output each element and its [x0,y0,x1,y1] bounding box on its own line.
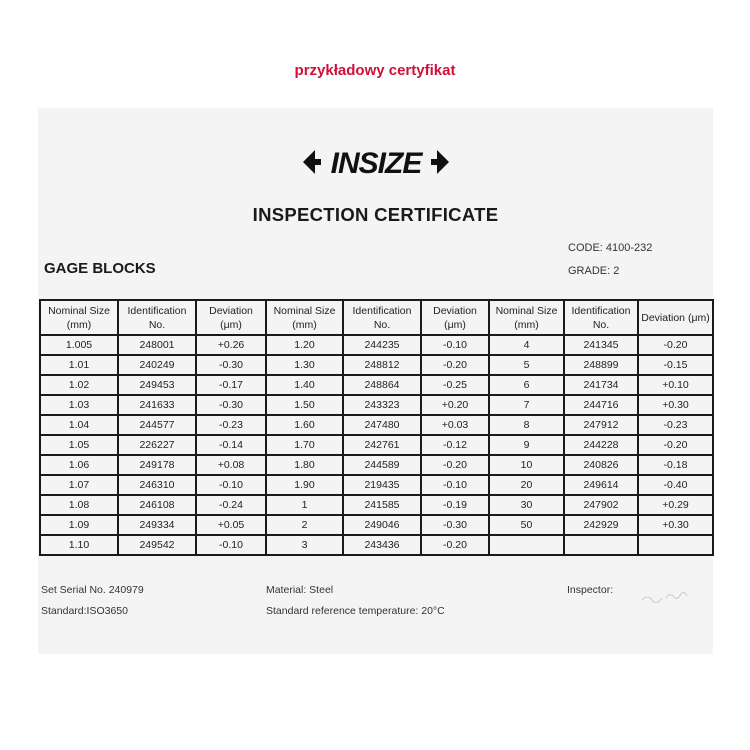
table-row [40,455,713,475]
table-cell: -0.24 [196,495,266,515]
table-cell: 1.30 [266,355,343,375]
table-cell: 1.70 [266,435,343,455]
table-cell: -0.25 [421,375,489,395]
table-cell: 1 [266,495,343,515]
table-cell: -0.19 [421,495,489,515]
table-row [40,335,713,355]
table-cell: +0.03 [421,415,489,435]
table-cell: +0.30 [638,515,713,535]
table-cell: 226227 [118,435,196,455]
column-header: Nominal Size (mm) [266,300,343,335]
table-cell: 1.50 [266,395,343,415]
table-cell: +0.05 [196,515,266,535]
table-cell: 246108 [118,495,196,515]
inspector-signature [638,588,698,604]
table-cell [489,535,564,555]
insize-logo-mark [301,144,451,180]
inspector-label: Inspector: [567,584,614,596]
table-cell: 246310 [118,475,196,495]
table-cell: 1.03 [40,395,118,415]
table-cell: 247902 [564,495,638,515]
table-cell: 242761 [343,435,421,455]
logo-text: INSIZE [330,147,421,180]
table-cell: 249178 [118,455,196,475]
table-cell: +0.20 [421,395,489,415]
table-cell: -0.14 [196,435,266,455]
table-row [40,375,713,395]
table-cell: -0.20 [638,435,713,455]
table-cell: 244577 [118,415,196,435]
column-header: Deviation (μm) [638,300,713,335]
table-cell: 1.60 [266,415,343,435]
table-cell: 244589 [343,455,421,475]
table-cell: 249614 [564,475,638,495]
column-header: Deviation (μm) [196,300,266,335]
reference-temperature: Standard reference temperature: 20°C [266,605,445,617]
table-cell: -0.10 [421,335,489,355]
table-cell: -0.12 [421,435,489,455]
table-cell: -0.23 [638,415,713,435]
table-cell: 248899 [564,355,638,375]
table-cell: -0.20 [421,535,489,555]
table-cell: -0.17 [196,375,266,395]
table-cell: +0.10 [638,375,713,395]
table-cell: -0.10 [196,475,266,495]
table-cell: 241734 [564,375,638,395]
table-cell: -0.10 [196,535,266,555]
table-cell: -0.10 [421,475,489,495]
table-cell: 20 [489,475,564,495]
table-cell: 242929 [564,515,638,535]
table-cell: 248864 [343,375,421,395]
column-header: Nominal Size (mm) [40,300,118,335]
table-cell: 1.05 [40,435,118,455]
table-row [40,495,713,515]
table-cell: -0.23 [196,415,266,435]
table-cell: 244235 [343,335,421,355]
table-cell: -0.40 [638,475,713,495]
table-cell: 243436 [343,535,421,555]
table-body [40,335,713,555]
table-cell: 241633 [118,395,196,415]
product-grade: GRADE: 2 [568,265,620,277]
table-cell: 249542 [118,535,196,555]
table-cell: -0.30 [421,515,489,535]
table-cell: 244228 [564,435,638,455]
column-header: Identification No. [118,300,196,335]
column-header: Deviation (μm) [421,300,489,335]
table-cell: 10 [489,455,564,475]
table-cell [564,535,638,555]
table-cell: 8 [489,415,564,435]
table-row [40,415,713,435]
table-row [40,535,713,555]
table-cell: 248812 [343,355,421,375]
column-header: Nominal Size (mm) [489,300,564,335]
table-cell: 241345 [564,335,638,355]
table-header-row [40,300,713,335]
insize-logo [38,144,713,180]
table-cell: 219435 [343,475,421,495]
table-cell: 50 [489,515,564,535]
table-cell: +0.26 [196,335,266,355]
material: Material: Steel [266,584,334,596]
table-cell: +0.29 [638,495,713,515]
table-cell: 240826 [564,455,638,475]
table-cell: 1.02 [40,375,118,395]
table-cell: 30 [489,495,564,515]
table-cell: 1.07 [40,475,118,495]
table-cell: 1.40 [266,375,343,395]
table-cell: 249453 [118,375,196,395]
table-cell: 248001 [118,335,196,355]
table-cell: 243323 [343,395,421,415]
table-cell: 9 [489,435,564,455]
table-cell: -0.20 [421,455,489,475]
standard: Standard:ISO3650 [41,605,128,617]
table-cell: +0.30 [638,395,713,415]
table-row [40,435,713,455]
caption: przykładowy certyfikat [294,62,456,79]
table-cell: -0.15 [638,355,713,375]
table-cell: 7 [489,395,564,415]
table-cell: -0.30 [196,395,266,415]
column-header: Identification No. [564,300,638,335]
table-cell: 249046 [343,515,421,535]
table-cell: 1.90 [266,475,343,495]
table-cell: 247480 [343,415,421,435]
table-cell: -0.20 [421,355,489,375]
table-cell: 247912 [564,415,638,435]
table-cell: 1.06 [40,455,118,475]
certificate-title: INSPECTION CERTIFICATE [252,204,499,225]
product-name: GAGE BLOCKS [44,260,156,277]
measurement-table [39,299,714,556]
table-cell: 5 [489,355,564,375]
table-row [40,515,713,535]
table-cell: -0.30 [196,355,266,375]
table-cell: -0.18 [638,455,713,475]
table-row [40,355,713,375]
table-cell: 241585 [343,495,421,515]
table-row [40,395,713,415]
certificate-sheet [38,108,713,654]
table-row [40,475,713,495]
column-header: Identification No. [343,300,421,335]
table-cell: 244716 [564,395,638,415]
table-cell: 6 [489,375,564,395]
table-cell: 1.10 [40,535,118,555]
table-cell: 1.08 [40,495,118,515]
table-cell [638,535,713,555]
table-cell: 1.01 [40,355,118,375]
table-cell: -0.20 [638,335,713,355]
table-cell: 1.005 [40,335,118,355]
table-cell: +0.08 [196,455,266,475]
table-cell: 1.04 [40,415,118,435]
table-cell: 2 [266,515,343,535]
table-cell: 1.09 [40,515,118,535]
set-serial-number: Set Serial No. 240979 [41,584,144,596]
table-cell: 3 [266,535,343,555]
table-cell: 4 [489,335,564,355]
table-cell: 1.20 [266,335,343,355]
table-cell: 240249 [118,355,196,375]
product-code: CODE: 4100-232 [568,242,653,254]
table-cell: 1.80 [266,455,343,475]
table-cell: 249334 [118,515,196,535]
